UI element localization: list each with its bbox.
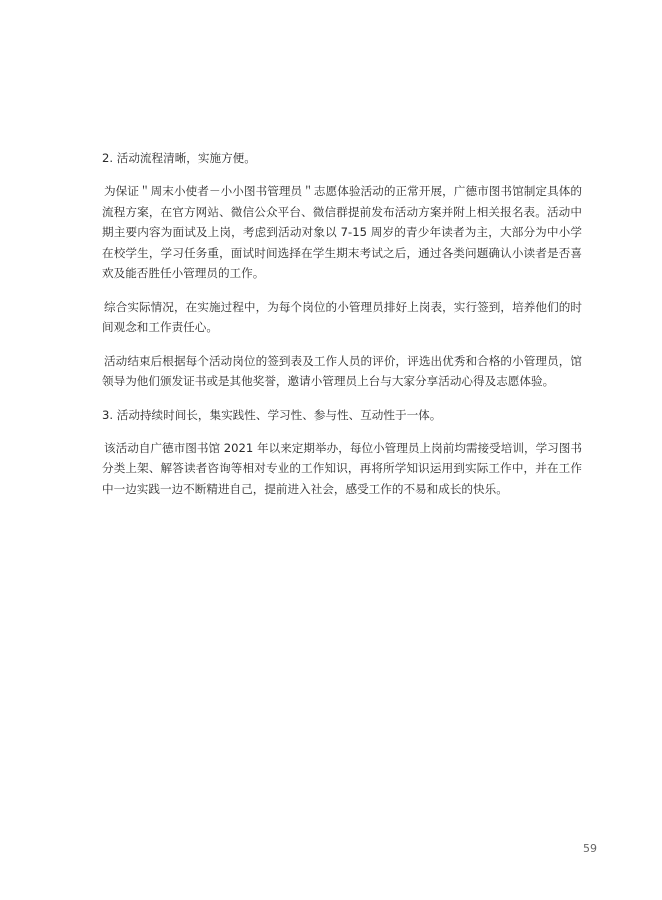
paragraph-duration: 该活动自广德市图书馆 2021 年以来定期举办，每位小管理员上岗前均需接受培训，学习图书分类上架、解答读者咨询等相对专业的工作知识，再将所学知识运用到实际工作中，并在工作中一边实践一边不断精进自己，提前进入社会，感受工作的不易和成长的快乐。 xyxy=(102,440,582,496)
paragraph-implementation: 综合实际情况，在实施过程中，为每个岗位的小管理员排好上岗表，实行签到，培养他们的时间观念和工作责任心。 xyxy=(102,299,582,334)
section-heading-3: 3. 活动持续时间长，集实践性、学习性、参与性、互动性于一体。 xyxy=(102,407,442,422)
document-body xyxy=(102,148,582,512)
section-heading-2: 2. 活动流程清晰，实施方便。 xyxy=(102,151,256,165)
paragraph-evaluation: 活动结束后根据每个活动岗位的签到表及工作人员的评价，评选出优秀和合格的小管理员，馆领导为他们颁发证书或是其他奖誉，邀请小管理员上台与大家分享活动心得及志愿体验。 xyxy=(102,353,582,388)
paragraph-process: 为保证＂周末小使者－小小图书管理员＂志愿体验活动的正常开展，广德市图书馆制定具体的流程方案，在官方网站、微信公众平台、微信群提前发布活动方案并附上相关报名表。活动中期主要内容为面试及上岗，考虑到活动对象以 7-15 周岁的青少年读者为主，大部分为中小学在校学生，学习任务重，面试时间选择在学生期末考试之后，通过各类问题确认小读者是否喜欢及能否胜任小管理员的工作。 xyxy=(102,184,582,280)
page-number: 59 xyxy=(583,842,597,855)
